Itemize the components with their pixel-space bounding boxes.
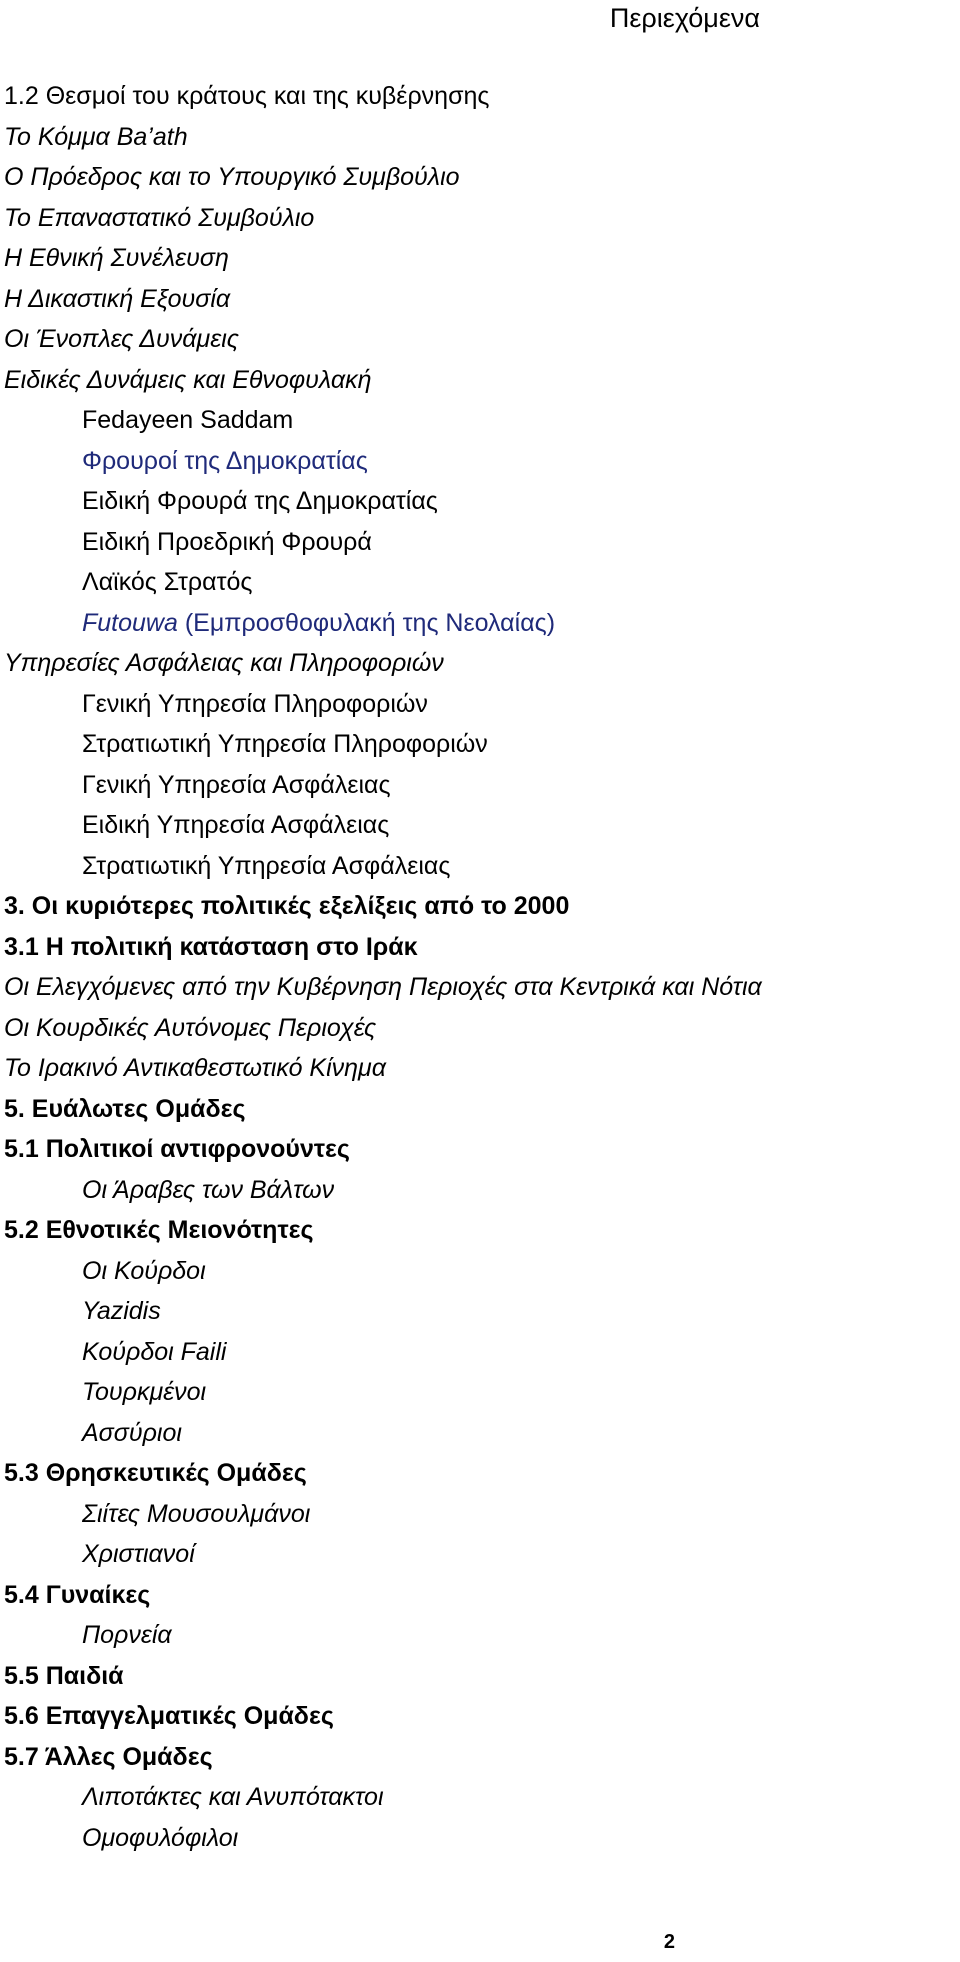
toc-entry[interactable]: 5. Ευάλωτες Ομάδες [4,1094,246,1123]
toc-entry[interactable]: Ο Πρόεδρος και το Υπουργικό Συμβούλιο [4,163,460,191]
toc-entry[interactable]: Οι Κούρδοι [82,1256,206,1285]
toc-entry[interactable]: 5.2 Εθνοτικές Μειονότητες [4,1216,314,1244]
toc-entry[interactable]: Οι Ένοπλες Δυνάμεις [4,325,239,353]
toc-entry[interactable]: 5.5 Παιδιά [4,1661,124,1690]
toc-entry[interactable]: Ομοφυλόφιλοι [82,1823,239,1852]
toc-entry[interactable]: Χριστιανοί [82,1540,195,1568]
toc-entry[interactable]: Γενική Υπηρεσία Πληροφοριών [82,689,428,718]
toc-entry[interactable]: Τουρκμένοι [82,1378,207,1406]
toc-entry[interactable]: Ειδική Προεδρική Φρουρά [82,527,372,556]
table-of-contents [4,76,960,1858]
toc-entry[interactable]: 1.2 Θεσμοί του κράτους και της κυβέρνησης [4,82,490,110]
toc-entry[interactable]: Fedayeen Saddam [82,406,294,434]
toc-entry[interactable]: 5.6 Επαγγελματικές Ομάδες [4,1702,334,1730]
toc-entry-rest: (Εμπροσθοφυλακή της Νεολαίας) [177,608,556,637]
toc-entry[interactable]: 3.1 Η πολιτική κατάσταση στο Ιράκ [4,932,418,961]
toc-entry[interactable]: Η Δικαστική Εξουσία [4,284,231,313]
toc-entry[interactable]: Οι Κουρδικές Αυτόνομες Περιοχές [4,1013,377,1042]
toc-entry[interactable]: Σιίτες Μουσουλμάνοι [82,1499,311,1528]
toc-entry[interactable]: 5.7 Άλλες Ομάδες [4,1742,213,1771]
toc-entry[interactable]: Οι Ελεγχόμενες από την Κυβέρνηση Περιοχές στα Κεντρικά και Νότια [4,973,762,1001]
toc-entry[interactable]: Λιποτάκτες και Ανυπότακτοι [82,1783,384,1811]
toc-entry[interactable]: Η Εθνική Συνέλευση [4,244,229,272]
toc-entry[interactable]: 3. Οι κυριότερες πολιτικές εξελίξεις από το 2000 [4,892,570,920]
toc-entry[interactable] [4,603,960,644]
toc-entry[interactable]: Στρατιωτική Υπηρεσία Πληροφοριών [82,730,488,758]
toc-entry[interactable]: Πορνεία [82,1621,172,1649]
toc-entry[interactable]: Ειδικές Δυνάμεις και Εθνοφυλακή [4,365,372,394]
toc-entry[interactable]: 5.4 Γυναίκες [4,1580,151,1609]
toc-entry[interactable]: Ειδική Υπηρεσία Ασφάλειας [82,811,390,839]
toc-entry[interactable]: Οι Άραβες των Βάλτων [82,1175,335,1204]
page-title: Περιεχόμενα [609,3,760,33]
toc-entry[interactable]: 5.3 Θρησκευτικές Ομάδες [4,1459,307,1487]
toc-entry[interactable]: Κούρδοι Faili [82,1337,227,1366]
toc-entry[interactable]: Στρατιωτική Υπηρεσία Ασφάλειας [82,851,451,880]
toc-entry[interactable]: Το Επαναστατικό Συμβούλιο [4,203,315,232]
toc-entry[interactable]: 5.1 Πολιτικοί αντιφρονούντες [4,1135,350,1163]
toc-entry[interactable]: Φρουροί της Δημοκρατίας [82,446,368,475]
toc-entry[interactable]: Ειδική Φρουρά της Δημοκρατίας [82,487,438,515]
toc-entry[interactable]: Υπηρεσίες Ασφάλειας και Πληροφοριών [4,649,444,677]
toc-entry[interactable]: Yazidis [82,1297,161,1325]
toc-entry[interactable]: Λαϊκός Στρατός [82,568,253,596]
toc-entry[interactable]: Το Κόμμα Ba’ath [4,122,188,151]
toc-entry[interactable]: Γενική Υπηρεσία Ασφάλειας [82,770,391,799]
toc-entry[interactable]: Ασσύριοι [82,1418,182,1447]
toc-entry[interactable]: Το Ιρακινό Αντικαθεστωτικό Κίνημα [4,1054,386,1082]
page-number: 2 [663,1931,675,1953]
toc-entry-italic-part: Futouwa [82,608,178,637]
